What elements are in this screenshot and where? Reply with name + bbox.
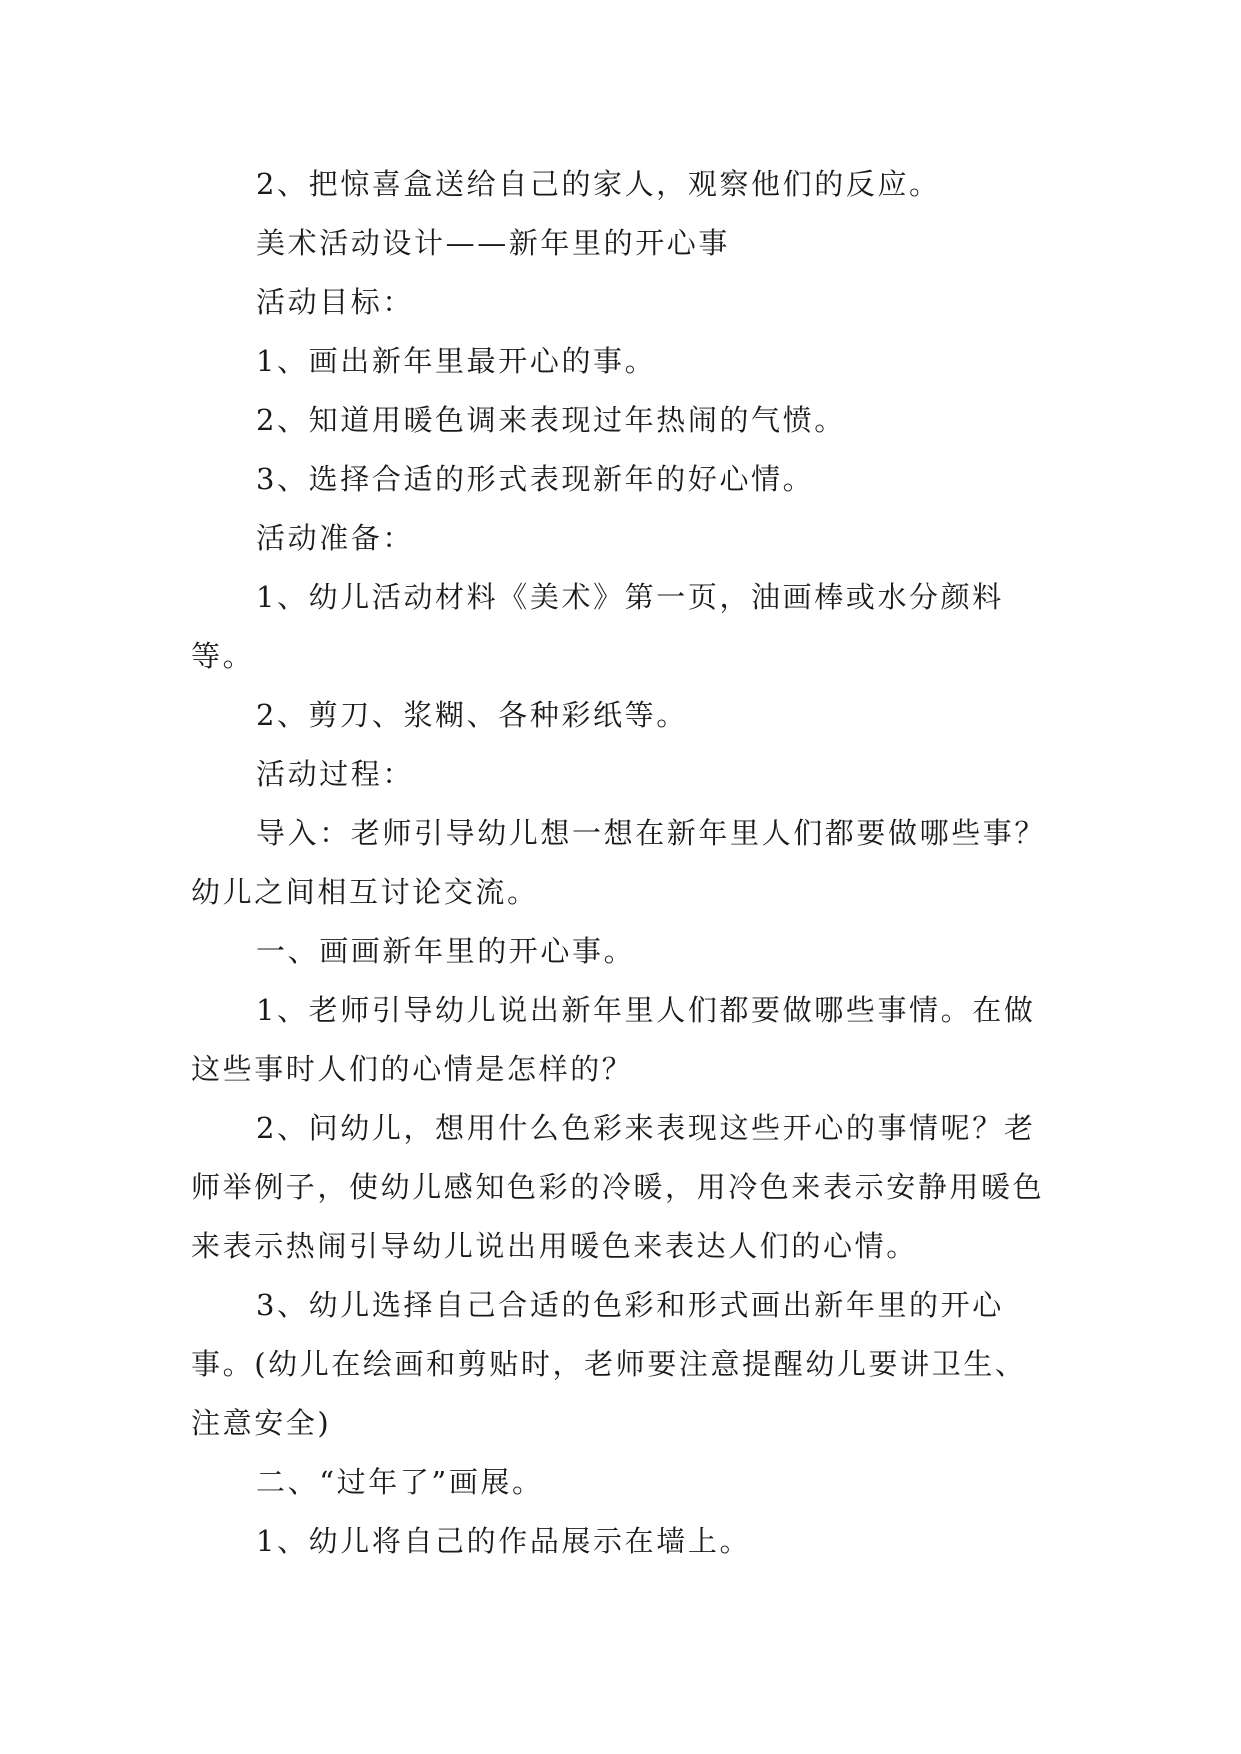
list-item: 1、老师引导幼儿说出新年里人们都要做哪些事情。在做这些事时人们的心情是怎样的？: [191, 993, 1036, 1086]
subheading: 活动过程：: [256, 757, 415, 791]
paragraph: 导入：老师引导幼儿想一想在新年里人们都要做哪些事？幼儿之间相互讨论交流。: [191, 816, 1047, 909]
subheading: 一、画画新年里的开心事。: [256, 934, 636, 968]
document-body: [191, 155, 1053, 1571]
subheading: 二、“过年了”画展。: [256, 1465, 544, 1499]
list-item: 2、剪刀、浆糊、各种彩纸等。: [256, 698, 688, 732]
list-item: 1、幼儿将自己的作品展示在墙上。: [256, 1524, 752, 1558]
subheading: 活动目标：: [256, 285, 415, 319]
list-item: 2、知道用暖色调来表现过年热闹的气愤。: [256, 403, 846, 437]
list-item: 1、画出新年里最开心的事。: [256, 344, 657, 378]
list-item: 1、幼儿活动材料《美术》第一页，油画棒或水分颜料等。: [191, 580, 1004, 673]
subheading: 活动准备：: [256, 521, 415, 555]
list-item: 3、选择合适的形式表现新年的好心情。: [256, 462, 815, 496]
list-item: 3、幼儿选择自己合适的色彩和形式画出新年里的开心事。(幼儿在绘画和剪贴时，老师要注意提醒幼儿要讲卫生、注意安全): [191, 1288, 1027, 1440]
section-title: 美术活动设计——新年里的开心事: [256, 226, 731, 260]
paragraph: 2、把惊喜盒送给自己的家人，观察他们的反应。: [256, 167, 941, 201]
list-item: 2、问幼儿，想用什么色彩来表现这些开心的事情呢？老师举例子，使幼儿感知色彩的冷暖，用冷色来表示安静用暖色来表示热闹引导幼儿说出用暖色来表达人们的心情。: [191, 1111, 1045, 1263]
